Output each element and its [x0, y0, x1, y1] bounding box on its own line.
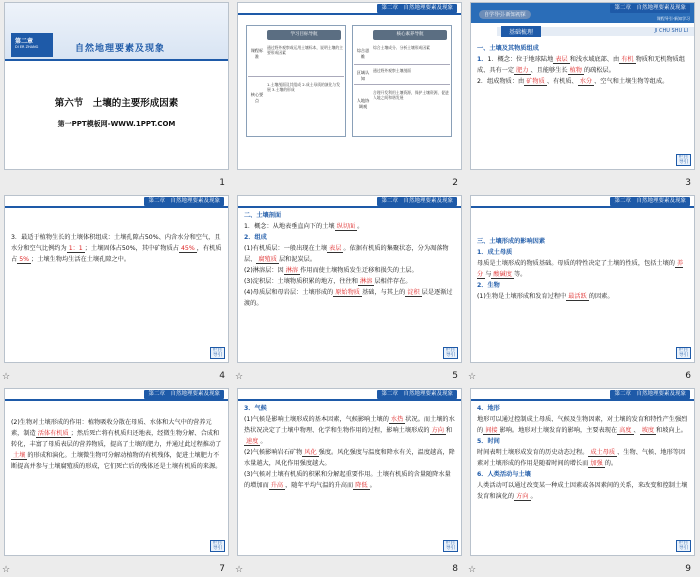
row-label: 综合思维 — [356, 48, 370, 59]
slide-8 — [237, 388, 462, 556]
row-label: 核心要点 — [250, 92, 264, 103]
slide-body: 二、土壤剖面 1．概念：从地表垂直向下的土壤 纵切面 。 2．组成 (1)有机质层：一般出现在土壤 表层 。依据有机质的集聚状态，分为凋落物层、 腐殖质 层和泥炭层。 (2)淋溶层：因 淋溶 作用而使土壤物质发生迁移和损失的土层。 (3)淀积层：土壤物质积累的地方，往往和 淋溶 层相伴存在。 (4)母质层和母岩层：土壤形成的 原始物质 基础，与其上的 淀积 层是逐渐过渡的。 — [244, 212, 453, 307]
row-text: 合理开发利用土壤资源，保护土壤资源，促进人地之间和谐发展 — [373, 90, 449, 100]
nav-button[interactable]: 栏目导引 — [676, 540, 691, 552]
row-label: 课程标准 — [250, 48, 264, 59]
slide-7 — [4, 388, 229, 556]
slide-5 — [237, 195, 462, 363]
star-icon: ☆ — [235, 565, 244, 575]
star-icon: ☆ — [468, 565, 477, 575]
lesson-subtitle: 第一PPT模板网-WWW.1PPT.COM — [57, 120, 176, 128]
slide-thumbnail-5[interactable] — [233, 193, 466, 385]
star-icon: ☆ — [235, 372, 244, 382]
nav-button[interactable]: 栏目导引 — [676, 154, 691, 166]
chapter-tag: 第二章 自然地理要素及现象 — [377, 390, 457, 399]
chapter-tag: 第二章 自然地理要素及现象 — [610, 4, 690, 13]
chapter-tag: 第二章 自然地理要素及现象 — [144, 390, 224, 399]
slide-2 — [237, 2, 462, 170]
slide-body: 一、土壤及其物质组成 1．1．概念：位于地球陆地 表层 和浅水域底部、由 有机 物质和无机物质组成、具有一定 肥力 、且能够生长 植物 的疏松层。 2．组成物质：由 矿物质 、有机质、 水分 、空气和土壤生物等组成。 — [477, 45, 686, 85]
table-header: 学习目标导航 — [267, 30, 341, 40]
chapter-tag: 第二章 自然地理要素及现象 — [610, 197, 690, 206]
row-text: 通过野外观察土壤剖面 — [373, 68, 411, 73]
slide-thumbnail-1[interactable] — [0, 0, 233, 192]
nav-button[interactable]: 栏目导引 — [443, 540, 458, 552]
slide-thumbnail-3[interactable] — [466, 0, 699, 192]
slide-number: 5 — [452, 371, 458, 381]
slide-thumbnail-7[interactable] — [0, 386, 233, 577]
slide-thumbnail-8[interactable] — [233, 386, 466, 577]
chapter-tag: 第二章 自然地理要素及现象 — [610, 390, 690, 399]
row-text: 1.土壤剖面及其组成 2.成土母质的演化与发展 3.土壤的形成 — [267, 82, 340, 92]
slide-number: 2 — [452, 178, 458, 188]
slide-1 — [4, 2, 229, 170]
slide-3 — [470, 2, 695, 170]
star-icon: ☆ — [468, 372, 477, 382]
table-header: 核心素养导航 — [373, 30, 447, 40]
chapter-tag: 第二章 自然地理要素及现象 — [377, 197, 457, 206]
slide-body: 三、土壤形成的影响因素 1．成土母质 母质是土壤形成的物质基础。母质的特性决定了土壤的性质，包括土壤的 养分 与 酸碱度 等。 2．生物 (1)生物是土壤形成和发育过程中 最活跃 的因素。 — [477, 238, 684, 300]
slide-number: 6 — [685, 371, 691, 381]
slide-body: (2)生物对土壤形成的作用：植物吸收分散在母质、水体和大气中的营养元素，制造 活体有机质 ；然后死亡将有机质归还地表，经微生物分解、合成和转化，丰富了母质表层的营养物质，提高了土壤的肥力，并通过此过程推动了土壤 的形成和演化。土壤微生物可分解动植物的有机残体，促进土壤肥力不断提高并参与土壤腐殖质的形成，它们死亡后的残体还是土壤有机质的来源。 — [11, 419, 222, 470]
slide-number: 7 — [219, 564, 225, 574]
slide-thumbnail-9[interactable] — [466, 386, 699, 577]
learning-goal-table — [246, 25, 346, 137]
lesson-title: 第六节 土壤的主要形成因素 — [54, 98, 179, 109]
slide-number: 1 — [219, 178, 225, 188]
slide-4 — [4, 195, 229, 363]
literacy-goal-table — [352, 25, 452, 137]
slide-number: 3 — [685, 178, 691, 188]
chapter-badge — [11, 33, 53, 57]
row-label: 区域认知 — [356, 70, 370, 81]
slide-body: 3．最适于植物生长的土壤体积组成：土壤孔隙占50%、内含水分和空气，且水分和空气比例约为 1：1 ；土壤固体占50%，其中矿物质占 45% ，有机质占 5% ；土壤生物均生活在土壤孔隙之中。 — [11, 234, 222, 263]
section-label: 基础梳理 — [501, 26, 541, 37]
chapter-tag: 第二章 自然地理要素及现象 — [144, 197, 224, 206]
section-tag: 课程导引·新知学习 — [656, 16, 690, 21]
slide-thumbnail-2[interactable] — [233, 0, 466, 192]
slide-body: 3．气候 (1)气候是影响土壤形成的基本因素，气候影响土壤的 水热 状况。而土壤的水热状况决定了土壤中物理、化学和生物作用的过程，影响土壤形成的 方向 和速度 。 (2)气候影响岩石矿物 风化 强度。风化强度与温度和降水有关，温度越高，降水量越大，风化作用强度越大。 (3)气候对土壤有机质的积累和分解起重要作用。土壤有机质的含量随降水量的增加而 升高 ，随年平均气温的升高而 降低 。 — [244, 405, 455, 489]
slide-thumbnail-6[interactable] — [466, 193, 699, 385]
row-label: 人地协调观 — [356, 98, 370, 109]
star-icon: ☆ — [2, 565, 11, 575]
chapter-badge-sub: DI ER ZHANG — [15, 45, 39, 49]
row-text: 通过野外观察或运用土壤标本，说明土壤的主要形成因素 — [267, 45, 343, 55]
chapter-title: 自然地理要素及现象 — [75, 44, 166, 54]
nav-button[interactable]: 栏目导引 — [210, 540, 225, 552]
chapter-badge-text: 第二章 — [15, 38, 34, 45]
chapter-tag: 第二章 自然地理要素及现象 — [377, 4, 457, 13]
slide-body: 4．地形 地形可以通过控制成土母质、气候及生物因素，对土壤的发育和特性产生强烈的 间接 影响。地形对土壤发育的影响，主要表现在 高度 、 坡度 和坡向上。 5．时间 时间表明土壤形成发育的历史动态过程。 成土母质 、生物、气候、地形等因素对土壤形成的作用是随着时间的增长而 加强 的。 6．人类活动与土壤 人类活动可以通过改变某一种成土因素或各因素间的关系，来改变和控制土壤发育和演化的 方向 。 — [477, 405, 688, 500]
slide-number: 8 — [452, 564, 458, 574]
nav-button[interactable]: 栏目导引 — [443, 347, 458, 359]
nav-button[interactable]: 栏目导引 — [676, 347, 691, 359]
slide-thumbnail-4[interactable] — [0, 193, 233, 385]
slide-6 — [470, 195, 695, 363]
star-icon: ☆ — [2, 372, 11, 382]
section-sub: JI CHU SHU LI — [654, 28, 688, 34]
row-text: 综合土壤成分、分析土壤形成因素 — [373, 45, 430, 50]
slide-9 — [470, 388, 695, 556]
section-pill: 自学导引·新知初探 — [479, 10, 531, 19]
slide-number: 9 — [685, 564, 691, 574]
nav-button[interactable]: 栏目导引 — [210, 347, 225, 359]
slide-number: 4 — [219, 371, 225, 381]
